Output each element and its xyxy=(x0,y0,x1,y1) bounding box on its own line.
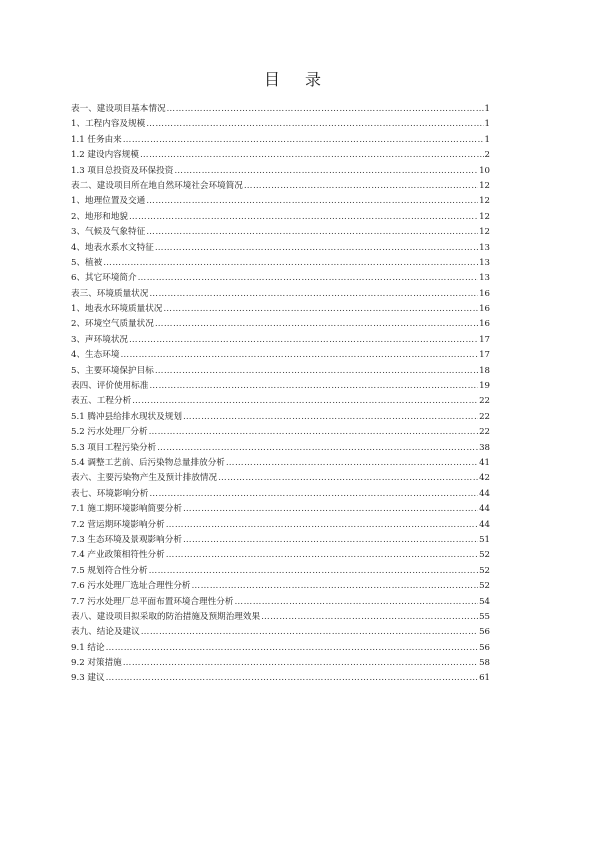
toc-entry[interactable] xyxy=(71,102,490,117)
toc-entry-page-number: 1 xyxy=(484,104,490,114)
toc-dot-leader xyxy=(120,348,478,363)
toc-entry-label: 5.2 污水处理厂分析 xyxy=(71,427,148,438)
toc-dot-leader xyxy=(146,117,483,132)
toc-dot-leader xyxy=(106,641,478,656)
toc-dot-leader xyxy=(261,610,478,625)
toc-entry-page-number: 56 xyxy=(479,627,490,638)
toc-entry-label: 9.2 对策措施 xyxy=(71,658,122,669)
toc-entry[interactable] xyxy=(71,117,490,132)
toc-entry-page-number: 54 xyxy=(479,596,490,607)
toc-entry-page-number: 12 xyxy=(479,180,490,191)
toc-entry-page-number: 44 xyxy=(479,519,490,530)
toc-entry-page-number: 52 xyxy=(479,550,490,561)
toc-entry[interactable] xyxy=(71,148,490,163)
toc-entry-label: 1、工程内容及规模 xyxy=(71,119,146,130)
toc-dot-leader xyxy=(103,256,478,271)
toc-entry-label: 7.3 生态环境及景观影响分析 xyxy=(71,534,182,545)
toc-dot-leader xyxy=(106,671,478,686)
toc-entry-page-number: 52 xyxy=(479,581,490,592)
toc-entry[interactable] xyxy=(71,241,490,256)
toc-entry-page-number: 16 xyxy=(479,304,490,315)
toc-entry[interactable] xyxy=(71,548,490,563)
toc-entry-page-number: 16 xyxy=(479,319,490,330)
toc-entry-page-number: 10 xyxy=(479,165,490,176)
toc-entry-page-number: 52 xyxy=(479,565,490,576)
toc-entry-page-number: 56 xyxy=(479,642,490,653)
toc-dot-leader xyxy=(146,225,478,240)
table-of-contents xyxy=(71,102,490,687)
toc-entry-label: 表二、建设项目所在地自然环境社会环境简况 xyxy=(71,180,243,191)
page-title: 目 录 xyxy=(263,70,332,89)
toc-dot-leader xyxy=(129,210,478,225)
toc-dot-leader xyxy=(218,471,478,486)
toc-entry[interactable] xyxy=(71,348,490,363)
toc-entry-page-number: 61 xyxy=(479,673,490,684)
toc-entry-label: 7.6 污水处理厂选址合理性分析 xyxy=(71,581,191,592)
toc-dot-leader xyxy=(155,241,478,256)
toc-entry-label: 4、地表水系水文特征 xyxy=(71,242,154,253)
toc-dot-leader xyxy=(123,133,484,148)
toc-entry-label: 1、地表水环境质量状况 xyxy=(71,304,163,315)
toc-dot-leader xyxy=(157,441,478,456)
toc-entry[interactable] xyxy=(71,610,490,625)
toc-entry-label: 表一、建设项目基本情况 xyxy=(71,104,166,114)
toc-entry-page-number: 13 xyxy=(479,257,490,268)
toc-entry-label: 7.2 营运期环境影响分析 xyxy=(71,519,165,530)
toc-entry-page-number: 22 xyxy=(479,396,490,407)
toc-entry-page-number: 44 xyxy=(479,488,490,499)
toc-dot-leader xyxy=(235,595,479,610)
toc-entry-label: 表七、环境影响分析 xyxy=(71,488,149,499)
toc-entry[interactable] xyxy=(71,317,490,332)
toc-dot-leader xyxy=(244,179,478,194)
toc-entry-page-number: 41 xyxy=(479,457,490,468)
toc-dot-leader xyxy=(183,533,478,548)
toc-entry-label: 1.1 任务由来 xyxy=(71,134,122,145)
toc-entry-page-number: 12 xyxy=(479,227,490,238)
toc-entry[interactable] xyxy=(71,394,490,409)
toc-entry-label: 表六、主要污染物产生及预计排放情况 xyxy=(71,473,218,484)
toc-entry-label: 5.1 腾冲县给排水现状及规划 xyxy=(71,411,182,422)
toc-entry-page-number: 12 xyxy=(479,196,490,207)
toc-entry-page-number: 44 xyxy=(479,504,490,515)
toc-dot-leader xyxy=(149,425,479,440)
toc-entry[interactable] xyxy=(71,456,490,471)
toc-entry-page-number: 51 xyxy=(479,534,490,545)
toc-entry-page-number: 19 xyxy=(479,381,490,392)
toc-dot-leader xyxy=(149,379,478,394)
toc-entry[interactable] xyxy=(71,487,490,502)
toc-entry[interactable] xyxy=(71,625,490,640)
toc-entry[interactable] xyxy=(71,271,490,286)
toc-dot-leader xyxy=(226,456,478,471)
toc-dot-leader xyxy=(167,102,484,117)
toc-entry-label: 5、主要环境保护目标 xyxy=(71,365,154,376)
toc-entry[interactable] xyxy=(71,364,490,379)
toc-entry[interactable] xyxy=(71,179,490,194)
toc-entry-page-number: 17 xyxy=(479,334,490,345)
toc-dot-leader xyxy=(138,271,478,286)
toc-dot-leader xyxy=(183,502,478,517)
toc-entry[interactable] xyxy=(71,671,490,686)
toc-dot-leader xyxy=(149,287,478,302)
toc-dot-leader xyxy=(149,564,479,579)
toc-entry-page-number: 1 xyxy=(484,119,490,130)
toc-dot-leader xyxy=(155,317,478,332)
toc-entry[interactable] xyxy=(71,256,490,271)
toc-entry-page-number: 2 xyxy=(484,150,490,161)
toc-entry-label: 表五、工程分析 xyxy=(71,396,132,407)
toc-entry[interactable] xyxy=(71,410,490,425)
toc-entry[interactable] xyxy=(71,425,490,440)
toc-entry[interactable] xyxy=(71,471,490,486)
toc-entry-page-number: 12 xyxy=(479,211,490,222)
toc-dot-leader xyxy=(129,333,478,348)
toc-entry[interactable] xyxy=(71,287,490,302)
toc-entry[interactable] xyxy=(71,641,490,656)
toc-dot-leader xyxy=(166,548,478,563)
toc-entry-label: 7.5 规划符合性分析 xyxy=(71,565,148,576)
toc-entry-label: 4、生态环境 xyxy=(71,350,120,361)
toc-entry[interactable] xyxy=(71,533,490,548)
toc-entry-page-number: 13 xyxy=(479,273,490,284)
toc-entry-label: 表八、建设项目拟采取的防治措施及预期治理效果 xyxy=(71,611,261,622)
toc-entry-label: 1.3 项目总投资及环保投资 xyxy=(71,165,174,176)
toc-entry-page-number: 42 xyxy=(479,473,490,484)
toc-entry-label: 1.2 建设内容规模 xyxy=(71,150,139,161)
toc-entry[interactable] xyxy=(71,595,490,610)
toc-entry-label: 7.1 施工期环境影响简要分析 xyxy=(71,504,182,515)
toc-entry-label: 5.3 项目工程污染分析 xyxy=(71,442,157,453)
toc-entry-label: 3、声环境状况 xyxy=(71,334,129,345)
toc-entry-label: 5、植被 xyxy=(71,257,103,268)
toc-entry[interactable] xyxy=(71,656,490,671)
toc-dot-leader xyxy=(149,487,478,502)
toc-entry-page-number: 1 xyxy=(484,134,490,145)
toc-entry[interactable] xyxy=(71,133,490,148)
toc-entry-page-number: 55 xyxy=(479,611,490,622)
toc-entry-label: 9.1 结论 xyxy=(71,642,105,653)
toc-entry-page-number: 22 xyxy=(479,427,490,438)
toc-entry-page-number: 17 xyxy=(479,350,490,361)
toc-entry[interactable] xyxy=(71,333,490,348)
toc-entry-label: 5.4 调整工艺前、后污染物总量排放分析 xyxy=(71,457,225,468)
toc-dot-leader xyxy=(166,518,478,533)
toc-entry-label: 2、地形和地貌 xyxy=(71,211,129,222)
toc-entry[interactable] xyxy=(71,379,490,394)
toc-entry-page-number: 18 xyxy=(479,365,490,376)
toc-entry-label: 9.3 建议 xyxy=(71,673,105,684)
toc-entry-label: 表四、评价使用标准 xyxy=(71,381,149,392)
toc-dot-leader xyxy=(141,625,478,640)
toc-entry[interactable] xyxy=(71,441,490,456)
toc-dot-leader xyxy=(174,164,478,179)
toc-entry-label: 7.7 污水处理厂总平面布置环境合理性分析 xyxy=(71,596,234,607)
toc-dot-leader xyxy=(146,194,478,209)
toc-entry[interactable] xyxy=(71,502,490,517)
toc-entry-page-number: 13 xyxy=(479,242,490,253)
toc-dot-leader xyxy=(123,656,478,671)
toc-entry-label: 1、地理位置及交通 xyxy=(71,196,146,207)
toc-entry-page-number: 22 xyxy=(479,411,490,422)
toc-dot-leader xyxy=(132,394,478,409)
toc-entry-label: 3、气候及气象特征 xyxy=(71,227,146,238)
toc-entry[interactable] xyxy=(71,225,490,240)
toc-entry[interactable] xyxy=(71,518,490,533)
toc-entry-label: 6、其它环境简介 xyxy=(71,273,137,284)
toc-entry-label: 2、环境空气质量状况 xyxy=(71,319,154,330)
toc-dot-leader xyxy=(192,579,479,594)
toc-entry[interactable] xyxy=(71,579,490,594)
toc-entry-page-number: 16 xyxy=(479,288,490,299)
toc-entry-page-number: 58 xyxy=(479,658,490,669)
toc-entry[interactable] xyxy=(71,194,490,209)
toc-dot-leader xyxy=(155,364,478,379)
toc-entry[interactable] xyxy=(71,210,490,225)
toc-dot-leader xyxy=(140,148,484,163)
toc-dot-leader xyxy=(183,410,478,425)
toc-dot-leader xyxy=(163,302,478,317)
toc-entry-label: 表九、结论及建议 xyxy=(71,627,140,638)
toc-entry[interactable] xyxy=(71,302,490,317)
toc-entry-page-number: 38 xyxy=(479,442,490,453)
toc-entry-label: 7.4 产业政策相符性分析 xyxy=(71,550,165,561)
toc-entry-label: 表三、环境质量状况 xyxy=(71,288,149,299)
toc-entry[interactable] xyxy=(71,564,490,579)
toc-entry[interactable] xyxy=(71,164,490,179)
